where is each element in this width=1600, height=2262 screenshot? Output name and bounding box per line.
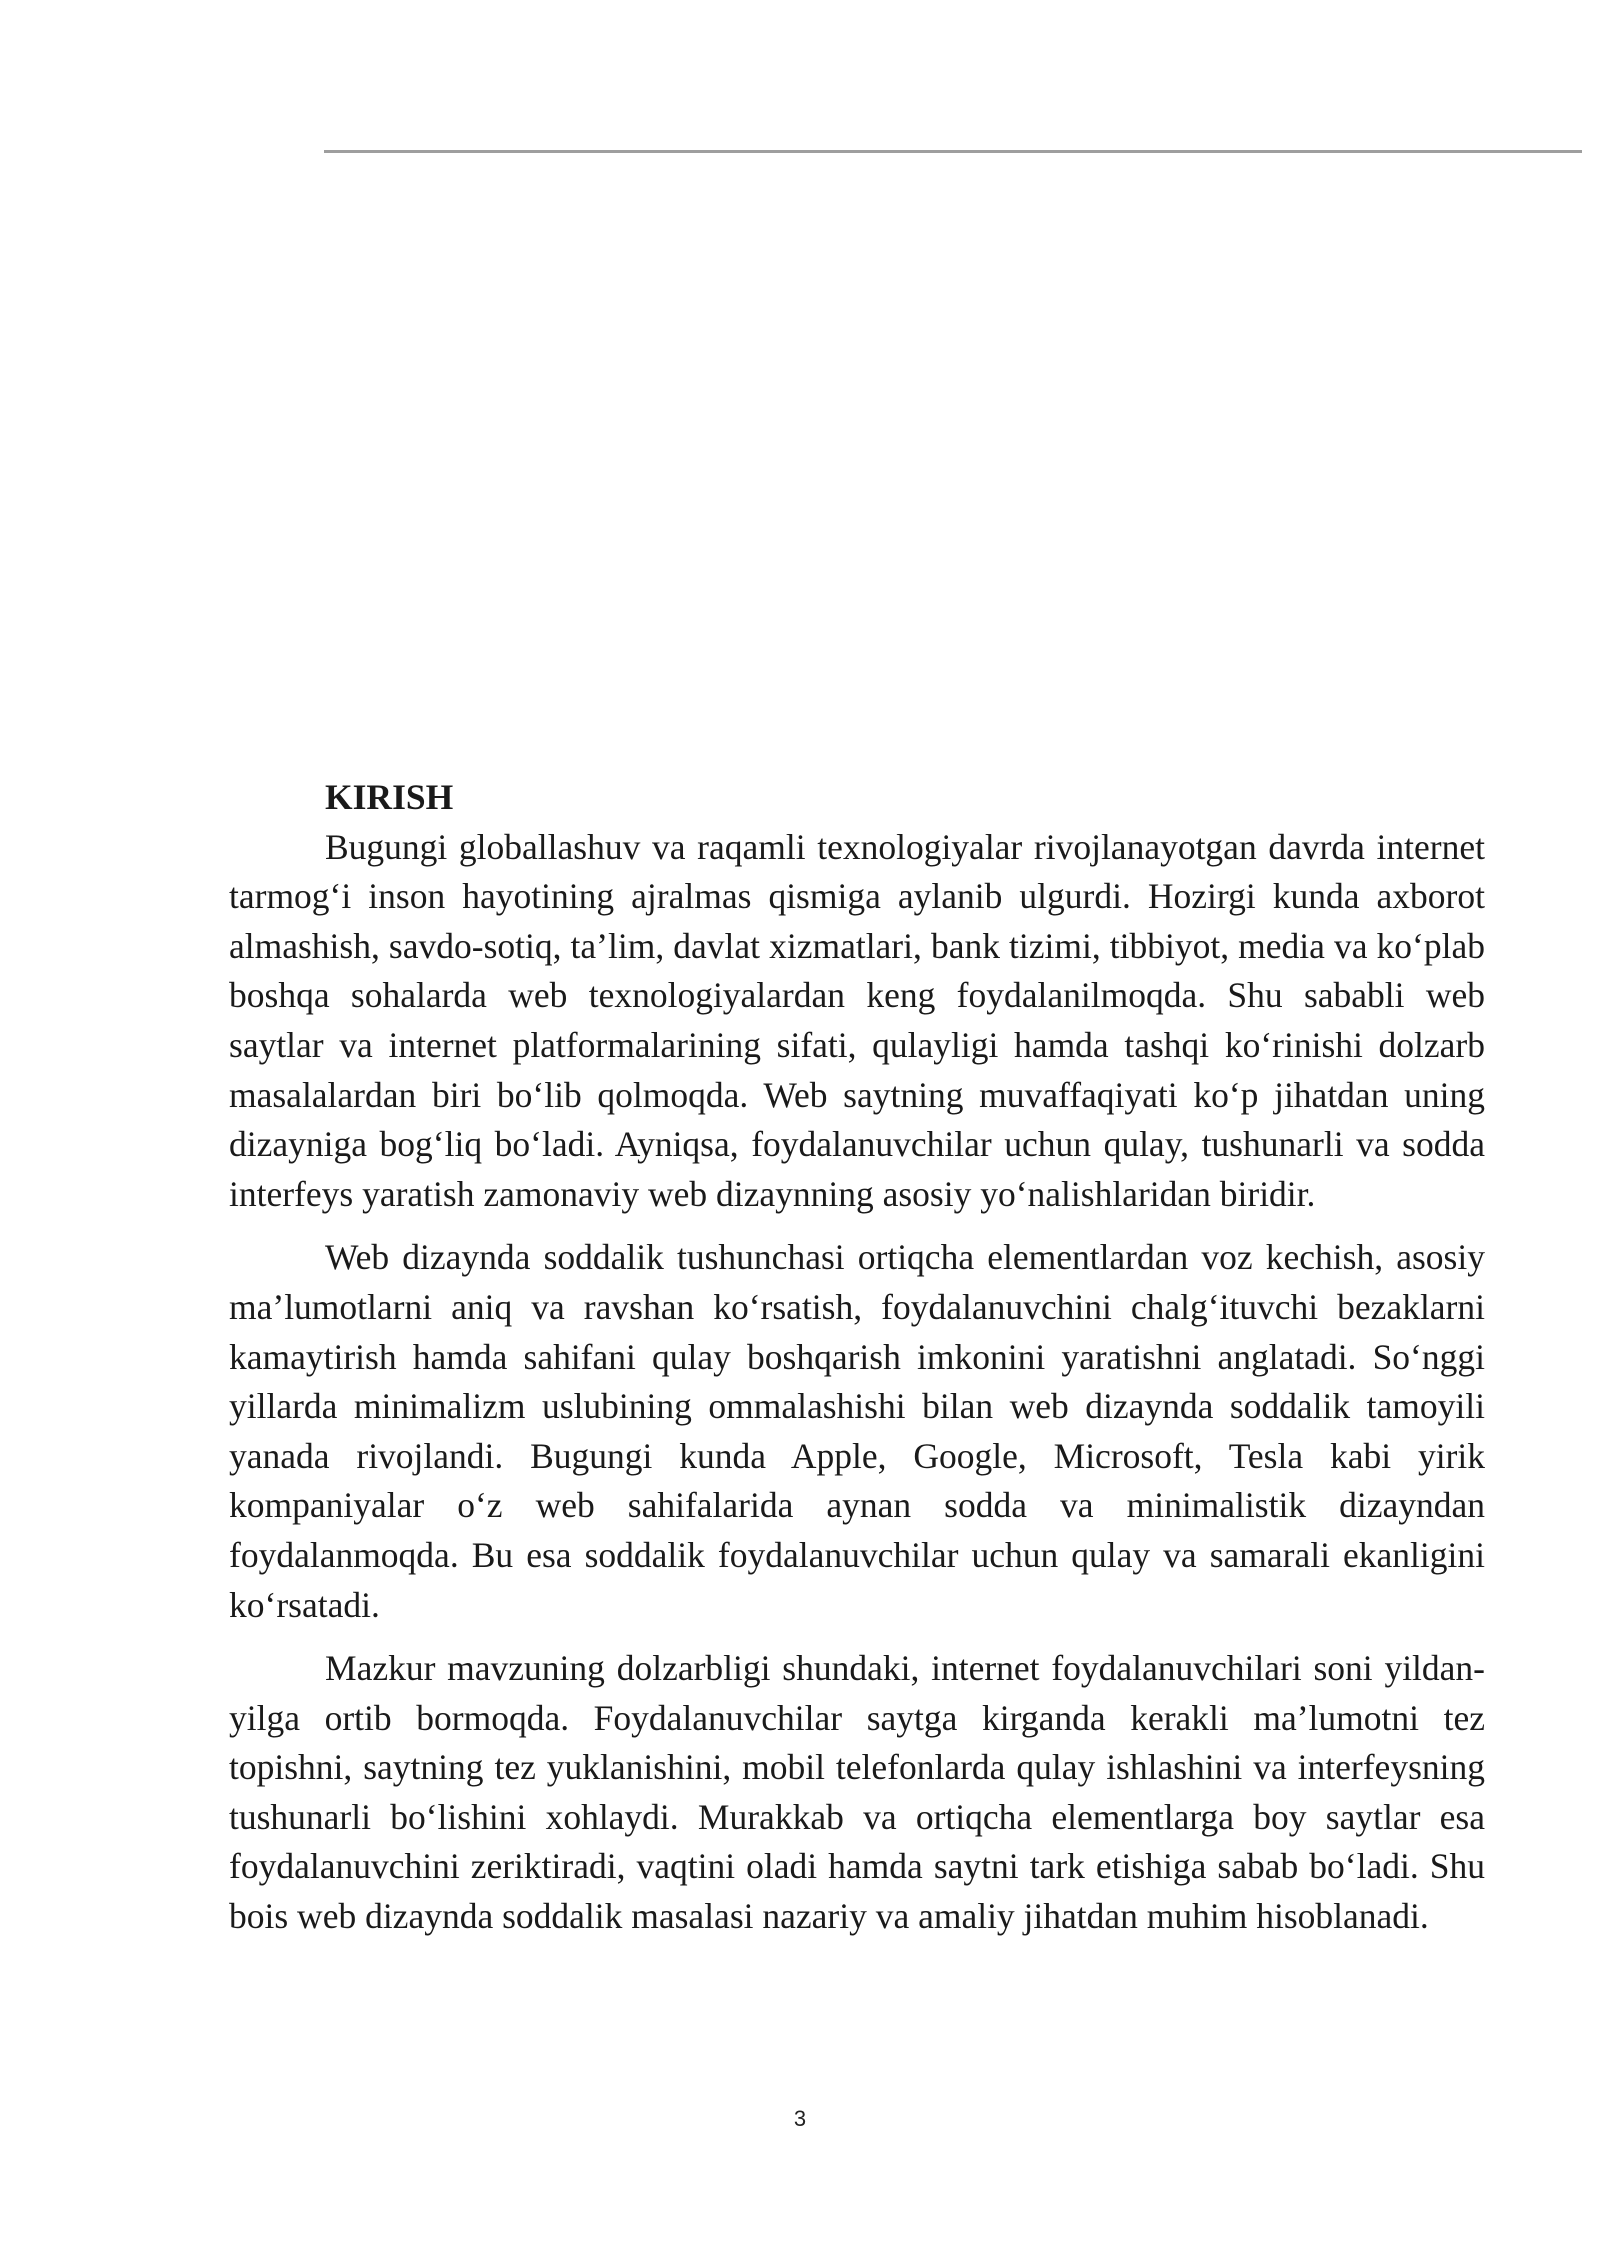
paragraph-3: Mazkur mavzuning dolzarbligi shundaki, internet foydalanuvchilari soni yildan-yilga ortib bormoqda. Foydalanuvchilar saytga kirganda kerakli ma’lumotni tez topishni, saytning tez yuklanishini, mobil telefonlarda qulay ishlashini va interfeysning tushunarli bo‘lishini xohlaydi. Murakkab va ortiqcha elementlarga boy saytlar esa foydalanuvchini zeriktiradi, vaqtini oladi hamda saytni tark etishiga sabab bo‘ladi. Shu bois web dizaynda soddalik masalasi nazariy va amaliy jihatdan muhim hisoblanadi. <box>229 1648 1485 1937</box>
section-heading: KIRISH <box>325 777 454 817</box>
paragraph-2: Web dizaynda soddalik tushunchasi ortiqcha elementlardan voz kechish, asosiy ma’lumotlarni aniq va ravshan ko‘rsatish, foydalanuvchini chalg‘ituvchi bezaklarni kamaytirish hamda sahifani qulay boshqarish imkonini yaratishni anglatadi. So‘nggi yillarda minimalizm uslubining ommalashishi bilan web dizaynda soddalik tamoyili yanada rivojlandi. Bugungi kunda Apple, Google, Microsoft, Tesla kabi yirik kompaniyalar o‘z web sahifalarida aynan sodda va minimalistik dizayndan foydalanmoqda. Bu esa soddalik foydalanuvchilar uchun qulay va samarali ekanligini ko‘rsatadi. <box>229 1237 1485 1625</box>
paragraph-1: Bugungi globallashuv va raqamli texnologiyalar rivojlanayotgan davrda internet tarmog‘i inson hayotining ajralmas qismiga aylanib ulgurdi. Hozirgi kunda axborot almashish, savdo-sotiq, ta’lim, davlat xizmatlari, bank tizimi, tibbiyot, media va ko‘plab boshqa sohalarda web texnologiyalardan keng foydalanilmoqda. Shu sababli web saytlar va internet platformalarining sifati, qulayligi hamda tashqi ko‘rinishi dolzarb masalalardan biri bo‘lib qolmoqda. Web saytning muvaffaqiyati ko‘p jihatdan uning dizayniga bog‘liq bo‘ladi. Ayniqsa, foydalanuvchilar uchun qulay, tushunarli va sodda interfeys yaratish zamonaviy web dizaynning asosiy yo‘nalishlaridan biridir. <box>229 826 1485 1214</box>
page-number: 3 <box>793 2106 807 2131</box>
document-body <box>229 773 1485 1956</box>
header-rule <box>324 150 1582 153</box>
